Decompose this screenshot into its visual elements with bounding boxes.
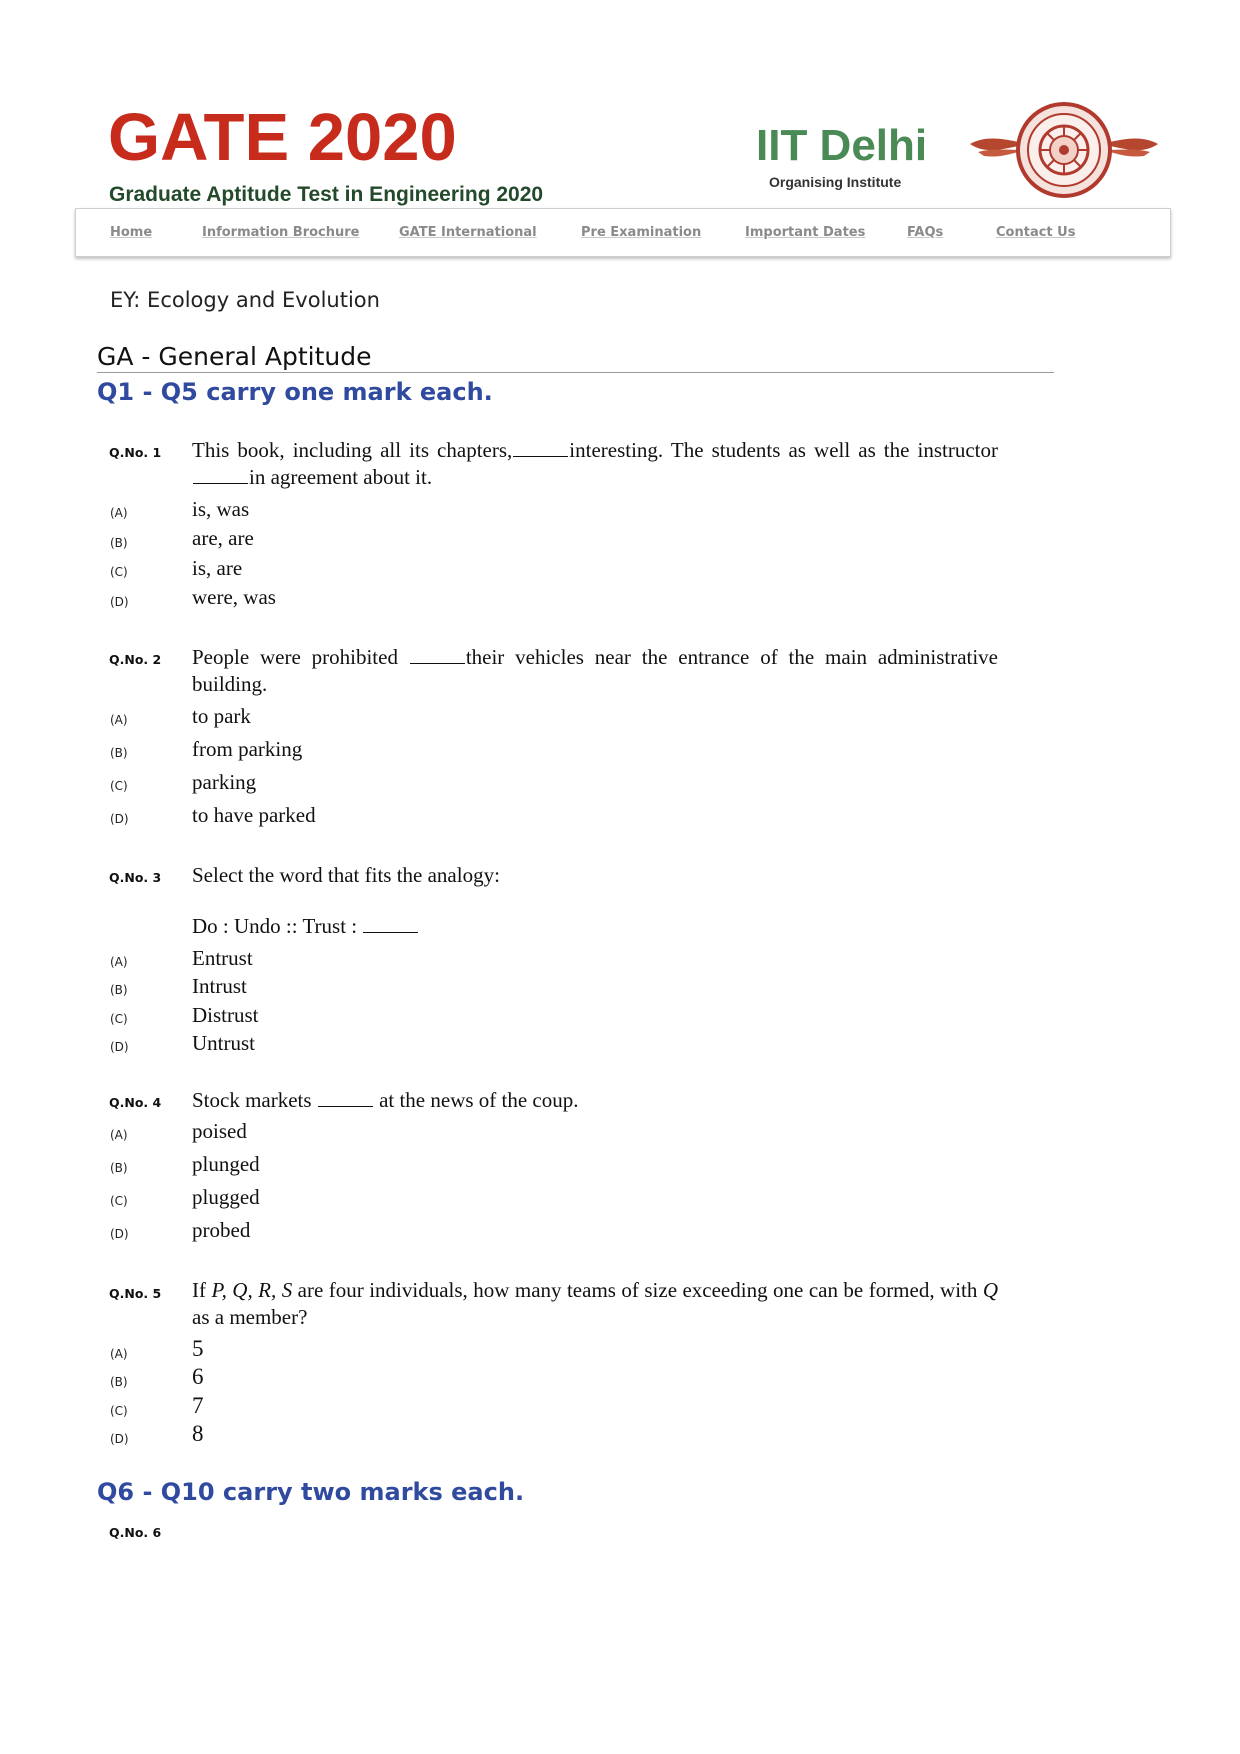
gate-title: GATE 2020 — [108, 100, 457, 175]
option-text: plugged — [192, 1185, 260, 1209]
option-text: Untrust — [192, 1031, 255, 1055]
option-text: from parking — [192, 737, 303, 761]
option-label: (C) — [110, 565, 128, 579]
question-text — [192, 1277, 998, 1331]
option-label: (D) — [110, 1432, 129, 1446]
option-label: (A) — [110, 506, 128, 520]
question-number: Q.No. 6 — [109, 1525, 162, 1540]
math-variables: P, Q, R, S — [211, 1278, 293, 1302]
option-text: Intrust — [192, 974, 247, 998]
option-text: to have parked — [192, 803, 316, 827]
option-text: probed — [192, 1218, 251, 1242]
question-number: Q.No. 3 — [109, 870, 162, 885]
question-text-part: interesting. The students as well as the instructor — [569, 438, 999, 462]
option-text: to park — [192, 704, 251, 728]
iit-emblem-icon — [968, 100, 1160, 204]
option-label: (D) — [110, 1040, 129, 1054]
marks-heading-2: Q6 - Q10 carry two marks each. — [97, 1478, 525, 1506]
option-text: parking — [192, 770, 257, 794]
option-label: (A) — [110, 713, 128, 727]
option-text: 5 — [192, 1336, 204, 1361]
question-text-part: their vehicles near the entrance of the main administrative building. — [192, 645, 999, 696]
nav-information-brochure[interactable]: Information Brochure — [202, 225, 360, 240]
option-text: 7 — [192, 1393, 204, 1418]
option-text: are, are — [192, 526, 254, 550]
answer-blank — [318, 1089, 373, 1107]
option-text: 6 — [192, 1364, 204, 1389]
question-number: Q.No. 1 — [109, 445, 162, 460]
option-label: (A) — [110, 955, 128, 969]
option-label: (B) — [110, 983, 128, 997]
option-label: (C) — [110, 779, 128, 793]
option-text: Distrust — [192, 1003, 259, 1027]
analogy-text — [192, 913, 998, 940]
section-title: GA - General Aptitude — [97, 342, 372, 371]
nav-bar — [75, 208, 1171, 257]
question-text-part: at the news of the coup. — [379, 1088, 579, 1112]
question-number: Q.No. 2 — [109, 652, 162, 667]
question-text — [192, 437, 998, 491]
answer-blank — [363, 915, 418, 933]
option-label: (A) — [110, 1347, 128, 1361]
nav-gate-international[interactable]: GATE International — [399, 225, 537, 240]
institute-role: Organising Institute — [769, 174, 902, 190]
option-text: is, are — [192, 556, 243, 580]
option-label: (D) — [110, 812, 129, 826]
question-text-part: People were prohibited — [192, 645, 398, 669]
option-text: 8 — [192, 1421, 204, 1446]
question-text-part: Stock markets — [192, 1088, 312, 1112]
question-text — [192, 1087, 998, 1114]
question-text: Select the word that fits the analogy: — [192, 863, 500, 887]
answer-blank — [193, 466, 248, 484]
answer-blank — [513, 439, 568, 457]
option-text: poised — [192, 1119, 247, 1143]
option-label: (C) — [110, 1404, 128, 1418]
question-text-part: in agreement about it. — [249, 465, 433, 489]
option-text: is, was — [192, 497, 250, 521]
option-label: (B) — [110, 536, 128, 550]
option-text: Entrust — [192, 946, 253, 970]
institute-name: IIT Delhi — [756, 121, 928, 170]
nav-home[interactable]: Home — [110, 225, 153, 240]
option-text: plunged — [192, 1152, 260, 1176]
question-text-part: are four individuals, how many teams of size exceeding one can be formed, with — [297, 1278, 978, 1302]
marks-heading-1: Q1 - Q5 carry one mark each. — [97, 378, 493, 406]
option-label: (B) — [110, 1375, 128, 1389]
question-text-part: as a member? — [192, 1305, 308, 1329]
question-number: Q.No. 5 — [109, 1286, 162, 1301]
option-label: (B) — [110, 1161, 128, 1175]
question-text-part: This book, including all its chapters, — [192, 438, 513, 462]
nav-important-dates[interactable]: Important Dates — [745, 225, 866, 240]
answer-blank — [410, 646, 465, 664]
question-number: Q.No. 4 — [109, 1095, 162, 1110]
paper-name: EY: Ecology and Evolution — [110, 288, 380, 312]
section-divider — [97, 372, 1054, 373]
option-label: (A) — [110, 1128, 128, 1142]
option-label: (C) — [110, 1012, 128, 1026]
nav-pre-examination[interactable]: Pre Examination — [581, 225, 702, 240]
gate-subtitle: Graduate Aptitude Test in Engineering 2020 — [109, 183, 544, 206]
option-label: (D) — [110, 595, 129, 609]
option-label: (B) — [110, 746, 128, 760]
math-variable: Q — [982, 1278, 999, 1302]
question-text-part: If — [192, 1278, 206, 1302]
nav-contact-us[interactable]: Contact Us — [996, 225, 1076, 240]
analogy-part: Do : Undo :: Trust : — [192, 914, 358, 938]
question-text — [192, 644, 998, 698]
option-label: (C) — [110, 1194, 128, 1208]
option-label: (D) — [110, 1227, 129, 1241]
option-text: were, was — [192, 585, 276, 609]
nav-faqs[interactable]: FAQs — [907, 225, 944, 240]
